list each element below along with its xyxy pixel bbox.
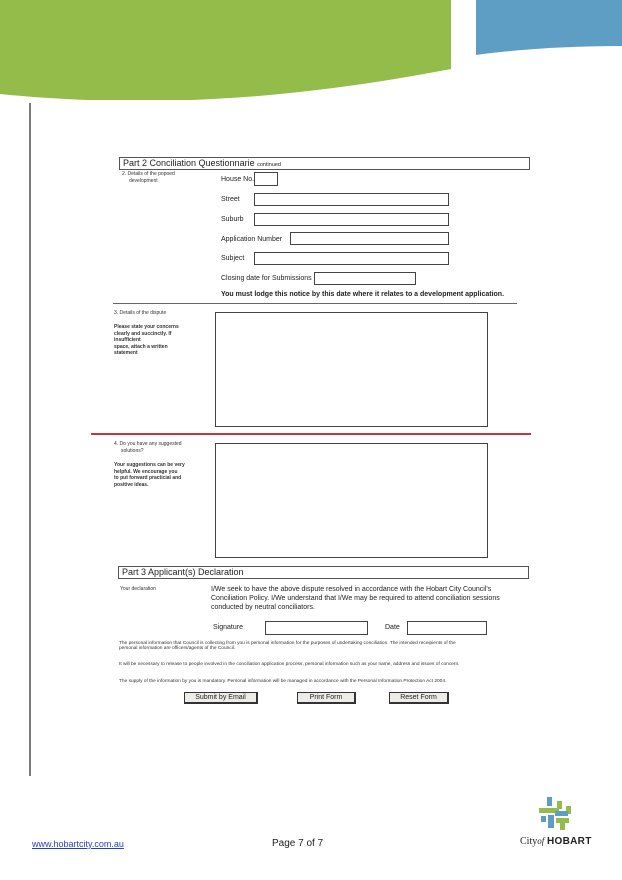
suburb-input[interactable] <box>254 213 449 226</box>
q3-label: 3. Details of the dispute <box>114 310 167 316</box>
release-statement: It will be necessary to release to people involved in the conciliation application process, personal information such as your name, address and issues of concern. <box>119 662 460 667</box>
street-label: Street <box>221 196 240 203</box>
red-divider <box>91 433 531 435</box>
logo-green-bar-4 <box>556 818 569 823</box>
q2-label-line2: development <box>129 177 158 184</box>
declaration-text: I/We seek to have the above dispute resolved in accordance with the Hobart City Council's Conciliation Policy. I/We understand that I/We may be required to attend conciliation sessions conducted by neutral conciliators. <box>211 586 500 611</box>
website-link[interactable]: www.hobartcity.com.au <box>32 839 124 849</box>
subject-label: Subject <box>221 255 245 262</box>
q4-help-line3: to put forward practicial and <box>114 475 182 481</box>
signature-label: Signature <box>213 624 243 631</box>
part2-title: Part 2 Conciliation Questionnarie <box>123 158 255 168</box>
page-indicator: Page 7 of 7 <box>272 838 324 849</box>
logo-blue-bar-3 <box>541 816 546 822</box>
reset-form-button[interactable]: Reset Form <box>389 692 449 704</box>
privacy-line1: The personal information that Council is collecting from you is personal information for the purposes of undertaking conciliation. The intended receipients of the <box>119 641 456 646</box>
suggested-solutions-textarea[interactable] <box>215 443 488 558</box>
your-declaration-label: Your declaration <box>120 586 156 592</box>
blue-wave-band <box>476 0 622 55</box>
q4-help <box>114 462 185 488</box>
q4-label <box>114 441 182 454</box>
closing-date-input[interactable] <box>314 272 416 285</box>
q3-help-line3: insufficient <box>114 337 141 343</box>
mandatory-statement: The supply of the information by you is mandatory. Personal information will be managed in accordance with the Personal Information Protection Act 2004. <box>119 679 447 684</box>
q4-label-line2: solutions? <box>121 447 144 454</box>
logo-green-bar-5 <box>560 823 565 830</box>
logo-blue-bar-4 <box>548 815 554 828</box>
part2-title-suffix: continued <box>257 162 281 168</box>
house-no-label: House No. <box>221 176 255 183</box>
part2-section-header <box>119 157 530 170</box>
q3-help-line4: space, attach a written <box>114 343 168 350</box>
logo-blue-bar-2 <box>555 811 568 816</box>
dispute-details-textarea[interactable] <box>215 312 488 427</box>
q2-label <box>122 171 175 184</box>
q4-help-line4: positive ideas. <box>114 481 149 488</box>
logo-city-word: City <box>520 836 538 847</box>
lodge-notice: You must lodge this notice by this date where it relates to a development application. <box>221 291 505 298</box>
closing-date-label: Closing date for Submissions <box>221 275 312 282</box>
q2-label-line1: 2. Details of the popoed <box>122 171 175 177</box>
logo-of-word: of <box>537 836 545 846</box>
subject-input[interactable] <box>254 252 449 265</box>
suburb-label: Suburb <box>221 216 244 223</box>
street-input[interactable] <box>254 193 449 206</box>
logo-hobart-word: HOBART <box>547 836 592 847</box>
part3-section-header <box>118 566 529 579</box>
date-label: Date <box>385 624 400 631</box>
application-number-label: Application Number <box>221 236 283 243</box>
q3-help <box>114 324 179 357</box>
q4-help-line2: helpful. We encourage you <box>114 468 178 475</box>
city-of-hobart-logo-text <box>520 836 592 847</box>
privacy-statement <box>119 641 456 651</box>
q3-help-line1: Please state your concerns <box>114 324 179 330</box>
section-divider <box>113 303 517 304</box>
green-wave-band <box>0 0 451 100</box>
submit-by-email-button[interactable]: Submit by Email <box>184 692 258 704</box>
q3-help-line2: clearly and succinctly. If <box>114 330 172 337</box>
q4-label-line1: 4. Do you have any suggested <box>114 441 182 447</box>
q3-help-line5: statement <box>114 350 138 356</box>
q4-help-line1: Your suggestions can be very <box>114 462 185 468</box>
application-number-input[interactable] <box>290 232 449 245</box>
header-banner <box>0 0 622 100</box>
part3-title: Part 3 Applicant(s) Declaration <box>122 567 244 577</box>
date-input[interactable] <box>407 621 487 635</box>
logo-green-bar-1 <box>557 801 562 809</box>
print-form-button[interactable]: Print Form <box>297 692 356 704</box>
logo-blue-bar-1 <box>547 797 552 806</box>
city-of-hobart-logo-icon <box>534 795 576 833</box>
privacy-line2: personal information are officers/agents of the Council. <box>119 646 236 651</box>
house-no-input[interactable] <box>254 172 278 186</box>
left-margin-rule <box>29 103 31 776</box>
signature-input[interactable] <box>265 621 368 635</box>
